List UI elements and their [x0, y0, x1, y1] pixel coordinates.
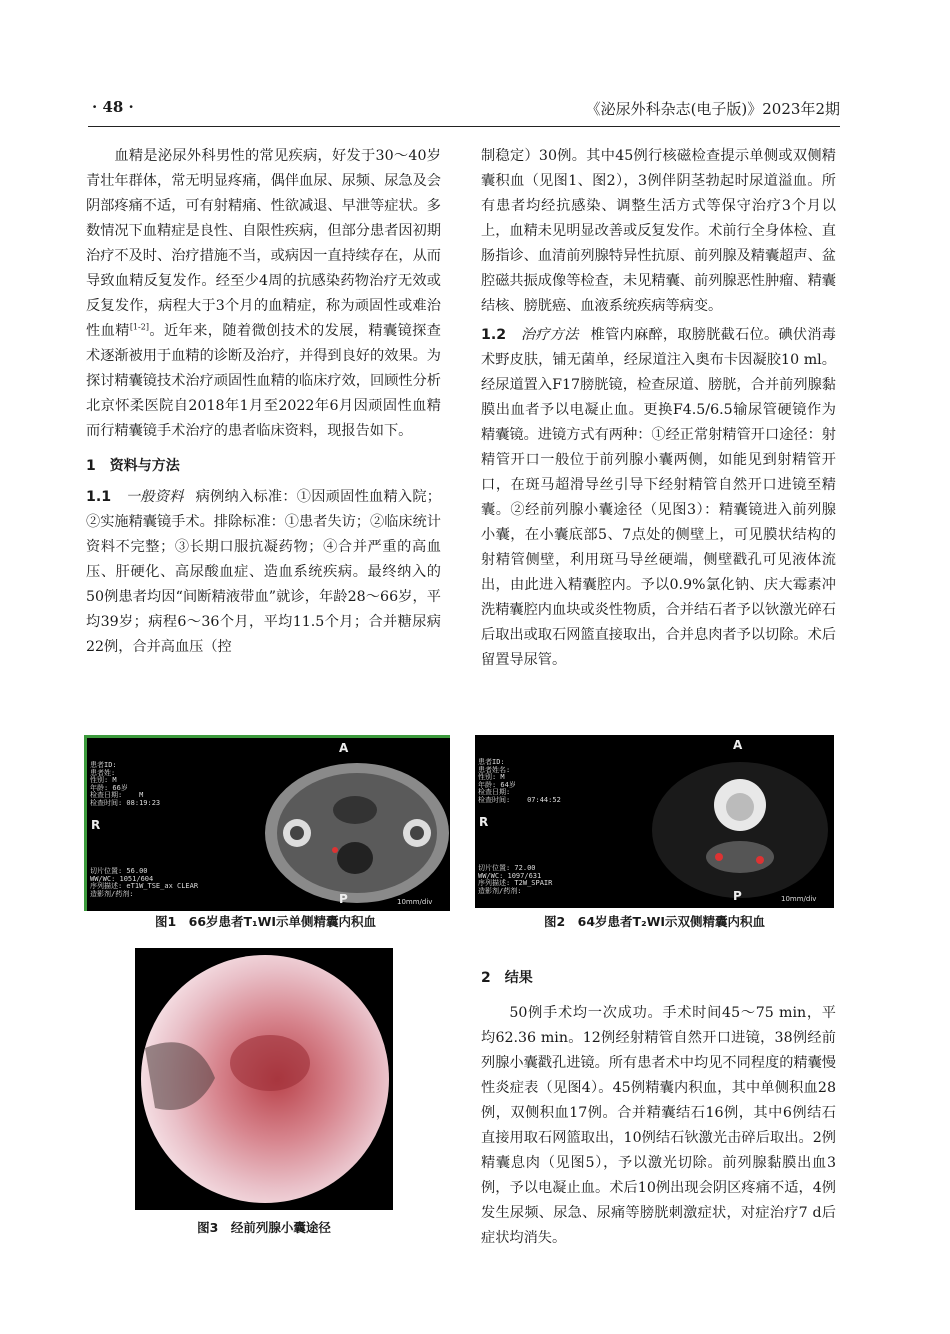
label-posterior: P — [339, 892, 348, 906]
label-anterior: A — [339, 741, 349, 755]
figure-2-mri: 患者ID: 患者姓名: 性别: M 年龄: 64岁 检查日期: 检查时间: 07:44:52 切片位置: 72.00 WW/WC: 1097/631 序列描述: T2W_SPAIR 造影剂/药剂: A R P 10mm/div — [475, 735, 834, 908]
results-section — [481, 956, 836, 1251]
subsection-1-2: 1.2 治疗方法 椎管内麻醉，取膀胱截石位。碘伏消毒术野皮肤，铺无菌单，经尿道注入奥布卡因凝胶10 ml。经尿道置入F17膀胱镜，检查尿道、膀胱，合并前列腺黏膜出血者予以电凝止血。更换F4.5/6.5输尿管硬镜作为精囊镜。进镜方式有两种：①经正常射精管开口途径：射精管开口一般位于前列腺小囊两侧，如能见到射精管开口，在斑马超滑导丝引导下经射精管自然开口进镜至精囊。②经前列腺小囊途径（见图3）：精囊镜进入前列腺小囊，在小囊底部5、7点处的侧壁上，可见膜状结构的射精管侧壁，利用斑马导丝硬端，侧壁戳孔可见液体流出，由此进入精囊腔内。予以0.9%氯化钠、庆大霉素冲洗精囊腔内血块或炎性物质，合并结石者予以钬激光碎石后取出或取石网篮直接取出，合并息肉者予以切除。术后留置导尿管。 — [481, 327, 836, 668]
results-paragraph: 50例手术均一次成功。手术时间45～75 min，平均62.36 min。12例经射精管自然开口进镜，38例经前列腺小囊戳孔进镜。所有患者术中均见不同程度的精囊慢性炎症表（见图4）。45例精囊内积血，其中单侧积血28例，双侧积血17例。合并精囊结石16例，其中6例结石直接用取石网篮取出，10例结石钬激光击碎后取出。2例精囊息肉（见图5），予以激光切除。前列腺黏膜出血3例，予以电凝止血。术后10例出现会阴区疼痛不适，4例发生尿频、尿急、尿痛等膀胱刺激症状，对症治疗7 d后症状均消失。 — [481, 1005, 836, 1246]
left-column — [86, 144, 441, 660]
right-column — [481, 144, 836, 673]
figure-1-mri: 患者ID: 患者姓: 性别: M 年龄: 66岁 检查日期: M 检查时间: 08:19:23 切片位置: 56.00 WW/WC: 1051/604 序列描述: eT1W_TSE_ax CLEAR 造影剂/药剂: A R P 10mm/div — [84, 735, 450, 911]
subsection-1-1: 1.1 一般资料 病例纳入标准：①因顽固性血精入院；②实施精囊镜手术。排除标准：①患者失访；②临床统计资料不完整；③长期口服抗凝药物；④合并严重的高血压、肝硬化、高尿酸血症、造血系统疾病。最终纳入的50例患者均因“间断精液带血”就诊，年龄28～66岁，平均39岁；病程6～36个月，平均11.5个月；合并糖尿病22例，合并高血压（控 — [86, 489, 441, 655]
journal-name: 《泌尿外科杂志(电子版)》2023年2期 — [585, 100, 840, 118]
section-heading-2: 2 结果 — [481, 970, 533, 986]
citation-ref: [1-2] — [129, 322, 149, 332]
figure-1-caption: 图1 66岁患者T₁WI示单侧精囊内积血 — [154, 914, 377, 929]
intro-paragraph: 血精是泌尿外科男性的常见疾病，好发于30～40岁青壮年群体，常无明显疼痛，偶伴血尿、尿频、尿急及会阴部疼痛不适，可有射精痛、性欲减退、早泄等症状。多数情况下血精症是良性、自限性疾病，但部分患者因初期治疗不及时、治疗措施不当，或病因一直持续存在，从而导致血精反复发作。经至少4周的抗感染药物治疗无效或反复发作，病程大于3个月的血精症，称为顽固性或难治性血精[1-2]。近年来，随着微创技术的发展，精囊镜探查术逐渐被用于血精的诊断及治疗，并得到良好的效果。为探讨精囊镜技术治疗顽固性血精的临床疗效，回顾性分析北京怀柔医院自2018年1月至2022年6月因顽固性血精而行精囊镜手术治疗的患者临床资料，现报告如下。 — [86, 148, 441, 439]
figure-3-endoscopy — [135, 948, 393, 1210]
figure-2-caption: 图2 64岁患者T₂WI示双侧精囊内积血 — [543, 914, 766, 929]
page-header — [88, 96, 840, 127]
label-right: R — [91, 818, 101, 832]
endoscopy-image — [135, 948, 393, 1210]
figure-3-caption: 图3 经前列腺小囊途径 — [197, 1220, 331, 1235]
section-heading-1: 1 资料与方法 — [86, 458, 180, 474]
continued-paragraph: 制稳定）30例。其中45例行核磁检查提示单侧或双侧精囊积血（见图1、图2），3例伴阴茎勃起时尿道溢血。所有患者均经抗感染、调整生活方式等保守治疗3个月以上，血精未见明显改善或反复发作。术前行全身体检、直肠指诊、血清前列腺特异性抗原、前列腺及精囊超声、盆腔磁共振成像等检查，未见精囊、前列腺恶性肿瘤、精囊结核、膀胱癌、血液系统疾病等病变。 — [481, 148, 836, 314]
page-number: · 48 · — [92, 98, 134, 116]
